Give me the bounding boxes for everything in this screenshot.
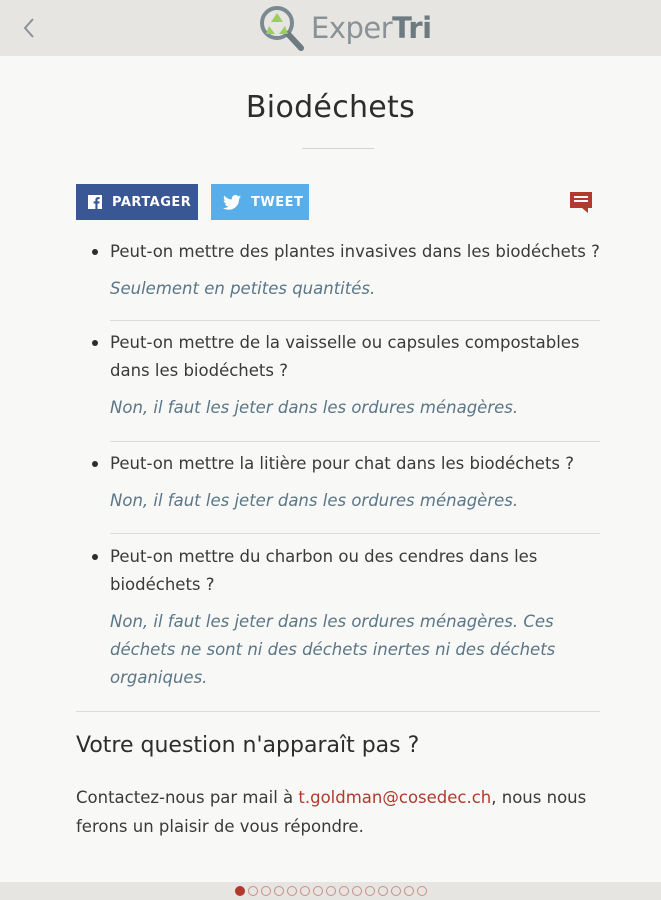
list-bullet [92,554,98,560]
contact-email-link[interactable]: t.goldman@cosedec.ch [298,788,492,807]
contact-text-before: Contactez-nous par mail à [76,788,299,807]
expertri-logo [257,4,432,52]
faq-item [76,329,600,441]
contact-text [76,783,596,841]
top-bar [0,0,661,56]
twitter-bird-icon [223,195,241,210]
page-dot[interactable] [313,886,323,896]
faq-answer: Seulement en petites quantités. [110,279,376,298]
facebook-icon [88,195,102,209]
twitter-tweet-label: TWEET [251,194,304,210]
faq-answer: Non, il faut les jeter dans les ordures ménagères. [110,398,519,417]
faq-question: Peut-on mettre du charbon ou des cendres dans les biodéchets ? [110,547,538,594]
list-bullet [92,340,98,346]
facebook-share-button[interactable] [76,184,198,220]
recycle-magnifier-icon [257,4,307,52]
page-dot[interactable] [287,886,297,896]
page-dot[interactable] [326,886,336,896]
page-dot[interactable] [391,886,401,896]
comment-icon [568,189,594,215]
comment-button[interactable] [568,189,594,215]
faq-answer: Non, il faut les jeter dans les ordures ménagères. Ces déchets ne sont ni des déchets inertes ni des déchets organiques. [110,612,556,687]
section-divider [76,711,600,712]
page-dot[interactable] [404,886,414,896]
page-dot[interactable] [378,886,388,896]
page-dot[interactable] [235,886,245,896]
page-dot[interactable] [365,886,375,896]
facebook-share-label: PARTAGER [112,194,192,210]
page-dot[interactable] [248,886,258,896]
list-bullet [92,461,98,467]
main-content [0,56,661,882]
chevron-left-icon [22,17,36,39]
logo-text-light: Exper [311,11,393,45]
page-dot[interactable] [274,886,284,896]
page-dot[interactable] [339,886,349,896]
title-divider [302,148,374,149]
faq-item [76,450,600,532]
page-dot[interactable] [300,886,310,896]
back-button[interactable] [14,12,44,44]
page-dot[interactable] [352,886,362,896]
faq-question: Peut-on mettre de la vaisselle ou capsules compostables dans les biodéchets ? [110,333,580,380]
faq-item [76,238,600,320]
faq-question: Peut-on mettre la litière pour chat dans les biodéchets ? [110,454,575,473]
page-title: Biodéchets [245,90,416,125]
list-bullet [92,249,98,255]
faq-divider [110,441,600,442]
page-indicator [0,882,661,900]
logo-text-bold: Tri [392,11,432,45]
contact-heading: Votre question n'apparaît pas ? [76,733,420,758]
faq-divider [110,533,600,534]
faq-question: Peut-on mettre des plantes invasives dans les biodéchets ? [110,242,600,261]
faq-divider [110,320,600,321]
twitter-tweet-button[interactable] [211,184,309,220]
contact-text-after: , nous nous ferons un plaisir de vous répondre. [76,788,587,836]
faq-answer: Non, il faut les jeter dans les ordures ménagères. [110,491,519,510]
page-dot[interactable] [261,886,271,896]
page-dot[interactable] [417,886,427,896]
faq-item [76,543,600,693]
